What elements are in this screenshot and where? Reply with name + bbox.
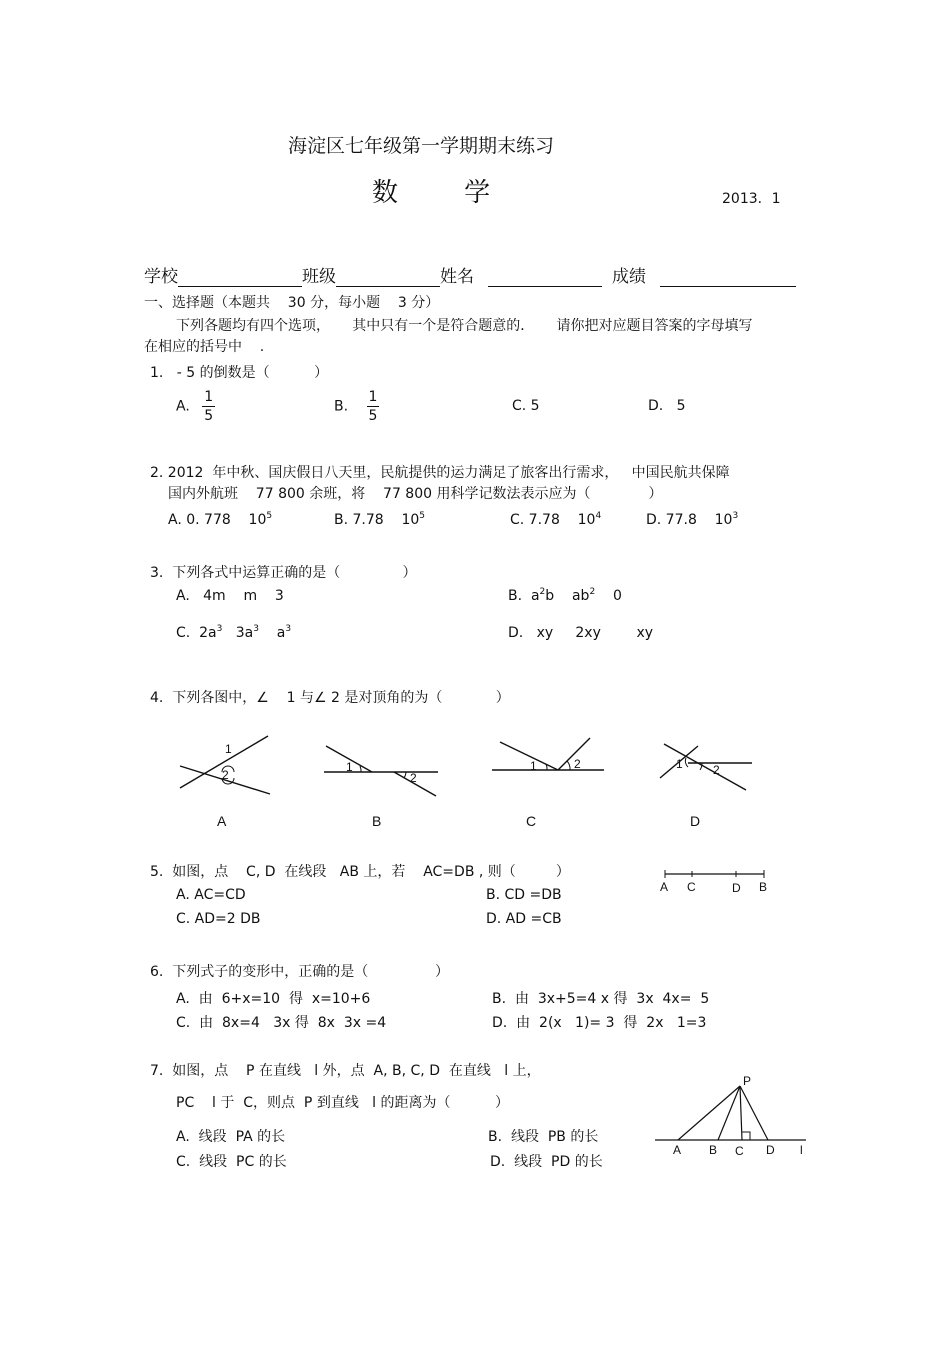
- q4-stem: 4. 下列各图中，∠ 1 与∠ 2 是对顶角的为（ ）: [150, 690, 510, 706]
- q5-option-b: B. CD =DB: [486, 887, 562, 903]
- q6-option-c: C. 由 8x=4 3x 得 8x 3x =4: [176, 1015, 387, 1031]
- q4-figure-d: [660, 744, 752, 829]
- q4-label-c: C: [526, 813, 537, 829]
- q5-option-d: D. AD =CB: [486, 911, 562, 927]
- q4-figure-b: [324, 746, 438, 829]
- q4-b-angle2: 2: [410, 771, 417, 785]
- q6-option-d: D. 由 2(x 1)= 3 得 2x 1=3: [492, 1015, 707, 1031]
- score-label: 成绩: [612, 267, 646, 287]
- q4-figure-a: [180, 736, 270, 829]
- q2-option-c: C. 7.78 $10^4$: [510, 511, 602, 528]
- q3-option-b: B. $a^2b$ $ab^2$ 0: [508, 587, 622, 604]
- q1-a-numerator: 1: [204, 389, 214, 405]
- q1-a-fraction: [202, 388, 215, 425]
- q5-figure: [650, 862, 780, 898]
- q1-a-label: A.: [176, 398, 190, 415]
- q4-d-angle2: 2: [713, 763, 720, 777]
- section-heading: 一、选择题（本题共 30 分，每小题 3 分）: [144, 295, 440, 311]
- q6-option-a: A. 由 6+x=10 得 x=10+6: [176, 991, 371, 1007]
- q2-stem-cont: 国内外航班 77 800 余班，将 77 800 用科学记数法表示应为（ ）: [168, 486, 663, 502]
- q4-a-angle2: 2: [222, 768, 229, 782]
- q2-stem: 2. 2012 年中秋、国庆假日八天里，民航提供的运力满足了旅客出行需求， 中国民航共保障: [150, 465, 730, 481]
- section-instructions-cont: 在相应的括号中 .: [144, 339, 265, 355]
- q5-point-b: B: [759, 880, 768, 894]
- q6-option-b: B. 由 3x+5=4 x 得 3x 4x= 5: [492, 991, 710, 1007]
- subject-title: 数 学: [372, 178, 491, 208]
- q7-option-b: B. 线段 PB 的长: [488, 1129, 599, 1145]
- q5-point-c: C: [687, 880, 696, 894]
- q7-point-b: B: [709, 1143, 718, 1157]
- q1-option-a: [176, 388, 215, 425]
- q2-option-b: B. 7.78 $10^5$: [334, 511, 426, 528]
- page-title: 海淀区七年级第一学期期末练习: [288, 135, 555, 157]
- school-label: 学校: [144, 267, 178, 287]
- q4-label-d: D: [690, 813, 701, 829]
- q1-option-d: D. 5: [648, 398, 686, 414]
- q2-option-d: D. 77.8 $10^3$: [646, 511, 739, 528]
- q3-option-a: A. 4m m 3: [176, 588, 284, 604]
- score-field[interactable]: [660, 269, 796, 287]
- q5-stem: 5. 如图，点 C, D 在线段 AB 上，若 AC=DB , 则（ ）: [150, 864, 570, 880]
- q4-c-angle2: 2: [574, 757, 581, 771]
- q5-point-d: D: [732, 881, 741, 895]
- section-instructions: 下列各题均有四个选项， 其中只有一个是符合题意的． 请你把对应题目答案的字母填写: [176, 318, 753, 334]
- q5-option-a: A. AC=CD: [176, 887, 246, 903]
- q3-stem: 3. 下列各式中运算正确的是（ ）: [150, 565, 417, 581]
- q4-d-angle1: 1: [676, 757, 683, 771]
- q7-option-c: C. 线段 PC 的长: [176, 1154, 287, 1170]
- q7-figure: [650, 1070, 810, 1160]
- q4-label-b: B: [372, 813, 382, 829]
- q1-b-numerator: 1: [368, 389, 378, 405]
- q1-b-label: B.: [334, 398, 349, 415]
- q1-option-c: C. 5: [512, 398, 540, 414]
- q7-option-d: D. 线段 PD 的长: [490, 1154, 603, 1170]
- q7-point-d: D: [766, 1143, 775, 1157]
- q5-point-a: A: [660, 880, 669, 894]
- q1-stem: 1. - 5 的倒数是（ ）: [150, 365, 329, 381]
- q7-point-c: C: [735, 1144, 744, 1158]
- q1-option-b: [334, 388, 379, 425]
- q5-option-c: C. AD=2 DB: [176, 911, 261, 927]
- q1-a-denominator: 5: [204, 408, 214, 424]
- school-field[interactable]: [178, 269, 302, 287]
- q4-label-a: A: [217, 813, 227, 829]
- info-line: [144, 262, 796, 287]
- q6-stem: 6. 下列式子的变形中，正确的是（ ）: [150, 964, 450, 980]
- q7-point-p: P: [743, 1074, 752, 1088]
- q4-figures: [0, 720, 950, 835]
- q7-stem-cont: PC l 于 C，则点 P 到直线 l 的距离为（ ）: [176, 1095, 510, 1111]
- q4-a-angle1: 1: [225, 742, 232, 756]
- q4-b-angle1: 1: [346, 760, 353, 774]
- exam-date: 2013．1: [722, 191, 781, 207]
- q1-b-denominator: 5: [368, 408, 378, 424]
- q1-b-fraction: [367, 388, 380, 425]
- q7-point-a: A: [673, 1143, 682, 1157]
- q3-option-c: C. $2a^3$ $3a^3$ $a^3$: [176, 624, 292, 641]
- name-field[interactable]: [488, 269, 602, 287]
- q4-c-angle1: 1: [530, 759, 537, 773]
- class-label: 班级: [302, 267, 336, 287]
- q7-stem: 7. 如图，点 P 在直线 l 外，点 A, B, C, D 在直线 l 上，: [150, 1063, 541, 1079]
- q7-line-l: l: [800, 1143, 803, 1157]
- q4-figure-c: [492, 738, 604, 829]
- class-field[interactable]: [336, 269, 440, 287]
- name-label: 姓名: [440, 267, 474, 287]
- q2-option-a: A. 0. 778 $10^5$: [168, 511, 273, 528]
- q7-option-a: A. 线段 PA 的长: [176, 1129, 286, 1145]
- q3-option-d: D. xy 2xy xy: [508, 625, 654, 641]
